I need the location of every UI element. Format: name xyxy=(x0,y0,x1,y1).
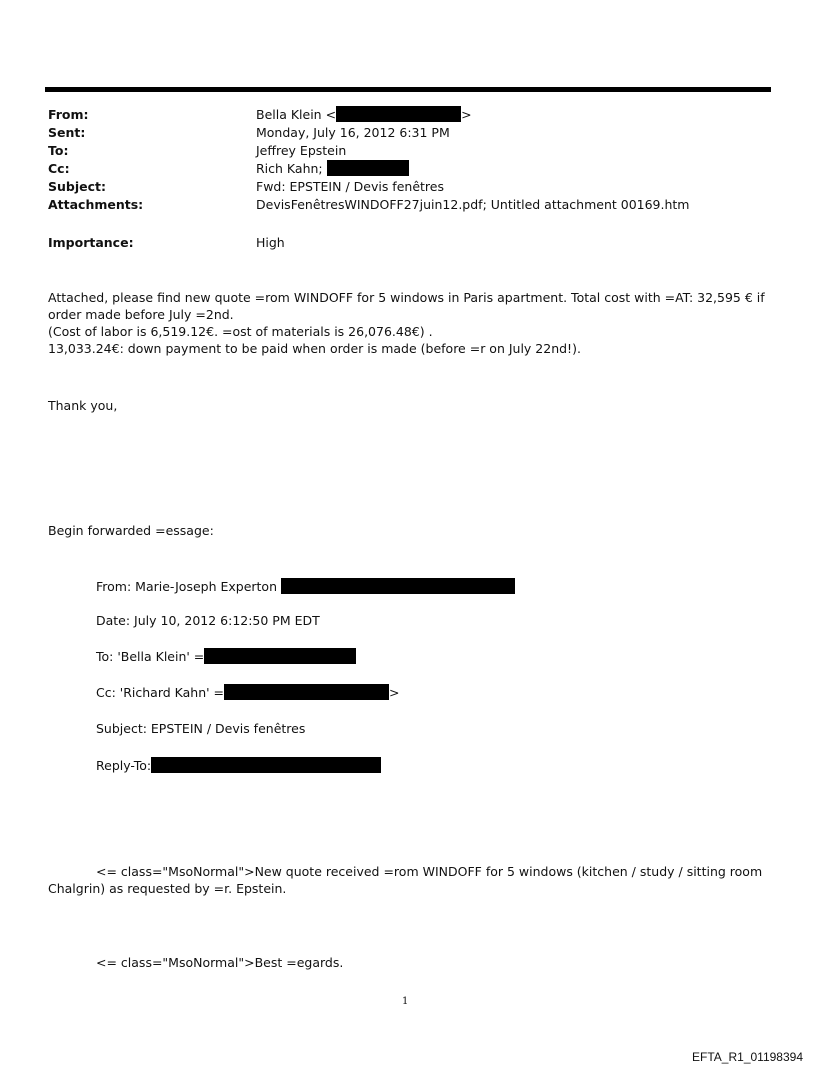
thanks-line: Thank you, xyxy=(48,398,118,413)
header-rule xyxy=(45,87,771,92)
sent-value: Monday, July 16, 2012 6:31 PM xyxy=(256,125,450,140)
redaction-box xyxy=(204,648,356,664)
importance-value: High xyxy=(256,235,285,250)
cc-label: Cc: xyxy=(48,161,70,176)
fwd-to-text: To: 'Bella Klein' = xyxy=(96,649,205,664)
to-value: Jeffrey Epstein xyxy=(256,143,347,158)
forwarded-line: Begin forwarded =essage: xyxy=(48,523,214,538)
from-close: > xyxy=(461,107,472,122)
redaction-box xyxy=(151,757,381,773)
fwd-date-line: Date: July 10, 2012 6:12:50 PM EDT xyxy=(96,613,320,628)
fwd-subject-line: Subject: EPSTEIN / Devis fenêtres xyxy=(96,721,306,736)
fwd-cc-text: Cc: 'Richard Kahn' = xyxy=(96,685,225,700)
subject-value: Fwd: EPSTEIN / Devis fenêtres xyxy=(256,179,444,194)
fwd-cc-close: > xyxy=(389,685,400,700)
fwd-cc-line xyxy=(96,684,400,701)
cc-names: Rich Kahn; xyxy=(256,161,327,176)
fwd-para1-line2: Chalgrin) as requested by =r. Epstein. xyxy=(48,881,287,896)
redaction-box xyxy=(224,684,389,700)
page-number: 1 xyxy=(402,996,409,1007)
redaction-box xyxy=(327,160,409,176)
body-line-3: (Cost of labor is 6,519.12€. =ost of materials is 26,076.48€) . xyxy=(48,324,433,339)
sent-label: Sent: xyxy=(48,125,86,140)
from-name: Bella Klein < xyxy=(256,107,337,122)
fwd-reply-to-text: Reply-To: xyxy=(96,758,152,773)
subject-label: Subject: xyxy=(48,179,106,194)
attachments-value: DevisFenêtresWINDOFF27juin12.pdf; Untitled attachment 00169.htm xyxy=(256,197,690,212)
from-label: From: xyxy=(48,107,89,122)
email-header xyxy=(48,106,768,256)
redaction-box xyxy=(336,106,461,122)
from-value xyxy=(256,106,472,124)
redaction-box xyxy=(281,578,515,594)
body-line-1: Attached, please find new quote =rom WINDOFF for 5 windows in Paris apartment. Total cost with =AT: 32,595 € if xyxy=(48,290,765,305)
attachments-label: Attachments: xyxy=(48,197,144,212)
body-line-4: 13,033.24€: down payment to be paid when order is made (before =r on July 22nd!). xyxy=(48,341,581,356)
importance-label: Importance: xyxy=(48,235,134,250)
to-label: To: xyxy=(48,143,69,158)
fwd-from-text: From: Marie-Joseph Experton xyxy=(96,579,281,594)
body-line-2: order made before July =2nd. xyxy=(48,307,234,322)
fwd-from-line xyxy=(96,578,515,595)
cc-value xyxy=(256,160,409,178)
fwd-reply-to-line xyxy=(96,757,381,774)
fwd-to-line xyxy=(96,648,356,665)
fwd-para2: <= class="MsoNormal">Best =egards. xyxy=(96,955,344,970)
fwd-para1-line1: <= class="MsoNormal">New quote received =rom WINDOFF for 5 windows (kitchen / study / sitting room xyxy=(96,864,763,879)
bates-number: EFTA_R1_01198394 xyxy=(692,1050,803,1064)
